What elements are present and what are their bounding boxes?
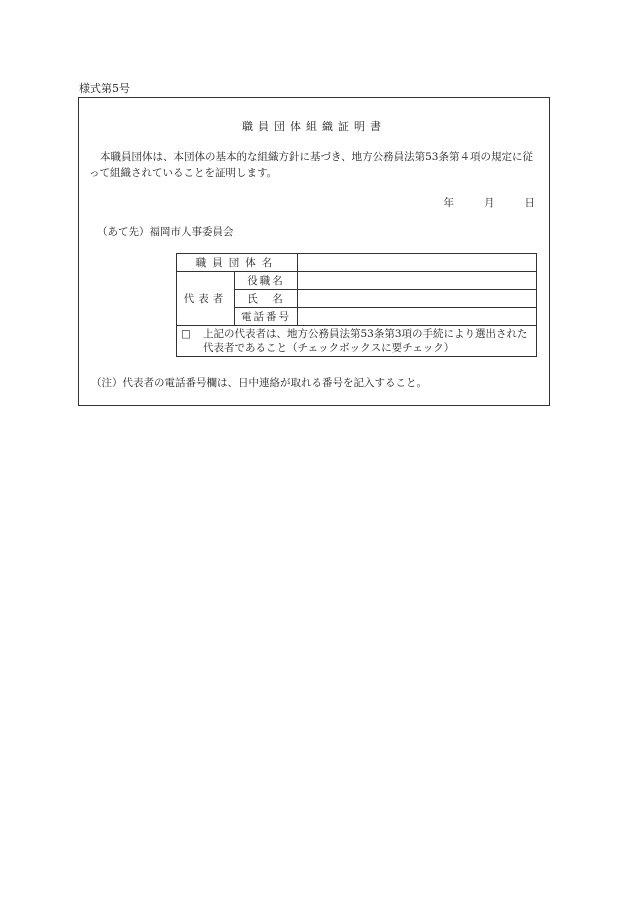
certificate-frame	[78, 97, 550, 406]
position-label: 役職名	[235, 272, 298, 290]
position-field[interactable]	[298, 272, 537, 290]
org-name-label: 職員団体名	[177, 254, 298, 272]
org-name-row	[177, 254, 537, 272]
position-row	[177, 272, 537, 290]
date-month-label: 月	[484, 197, 495, 209]
phone-field[interactable]	[298, 308, 537, 326]
representative-label: 代表者	[177, 272, 235, 326]
certification-text: 本職員団体は、本団体の基本的な組織方針に基づき、地方公務員法第53条第４項の規定に従って組織されていることを証明します。	[89, 151, 533, 179]
info-table	[176, 253, 537, 357]
phone-label: 電話番号	[235, 308, 298, 326]
confirmation-text: 上記の代表者は、地方公務員法第53条第3項の手続により選出された代表者であること（チェックボックスに要チェック）	[203, 328, 528, 354]
addressee: （あて先）福岡市人事委員会	[97, 226, 234, 238]
form-number: 様式第5号	[79, 82, 130, 95]
confirmation-checkbox[interactable]: □	[181, 328, 191, 340]
date-year-label: 年	[443, 197, 454, 209]
footnote: （注）代表者の電話番号欄は、日中連絡が取れる番号を記入すること。	[91, 377, 427, 389]
date-day-label: 日	[524, 197, 535, 209]
confirmation-cell	[177, 326, 537, 357]
org-name-field[interactable]	[298, 254, 537, 272]
document-title: 職員団体組織証明書	[242, 120, 386, 133]
date-line	[444, 195, 536, 210]
name-field[interactable]	[298, 290, 537, 308]
name-label: 氏 名	[235, 290, 298, 308]
confirmation-row	[177, 326, 537, 357]
